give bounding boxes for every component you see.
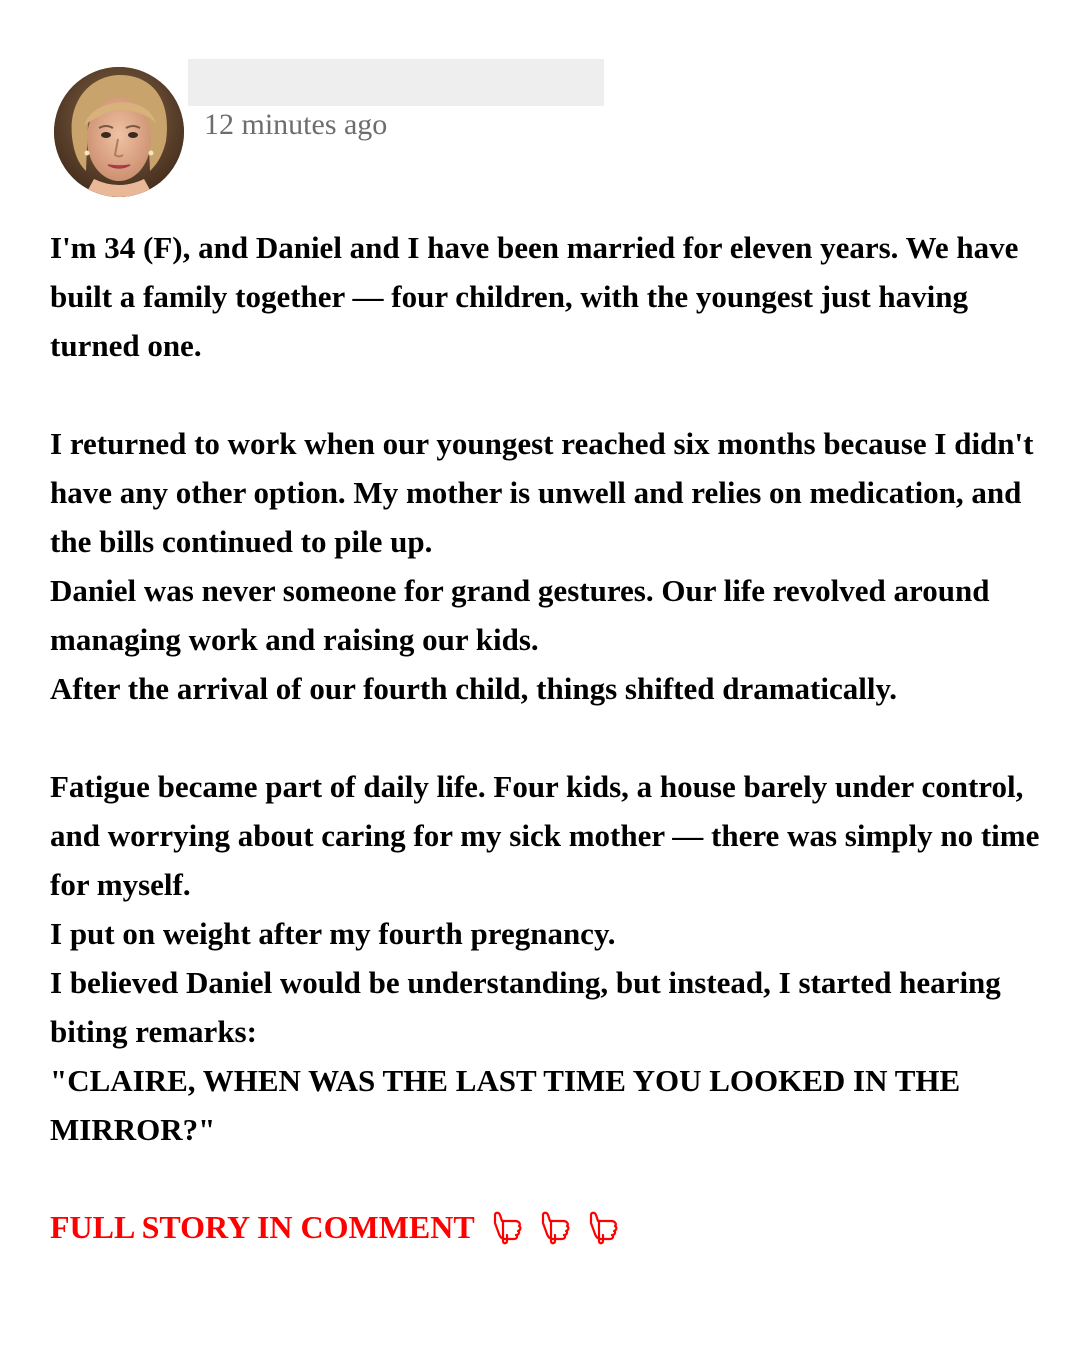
story-paragraph: Fatigue became part of daily life. Four kids, a house barely under control, and worrying about caring for my sick mother — there was simply no time for myself. [50,769,1040,902]
story-paragraph: I believed Daniel would be understanding, but instead, I started hearing biting remarks: [50,965,1001,1049]
story-paragraph: I returned to work when our youngest reached six months because I didn't have any other option. My mother is unwell and relies on medication, and the bills continued to pile up. [50,426,1034,559]
story-paragraph: I put on weight after my fourth pregnancy. [50,916,616,951]
cta-label: FULL STORY IN COMMENT [50,1208,475,1245]
post-timestamp: 12 minutes ago [204,108,388,141]
story-paragraph: After the arrival of our fourth child, things shifted dramatically. [50,671,898,706]
paragraph-gap [50,370,1040,419]
pointing-down-hand-icon [587,1209,621,1245]
avatar-photo [54,67,184,197]
paragraph-gap [50,713,1040,762]
story-paragraph: "CLAIRE, WHEN WAS THE LAST TIME YOU LOOKED IN THE MIRROR?" [50,1063,961,1147]
post-header [0,0,1080,200]
pointing-down-hand-icon [491,1209,525,1245]
full-story-cta[interactable] [50,1200,621,1254]
avatar[interactable] [54,67,184,197]
author-name-placeholder[interactable] [188,59,604,106]
story-text [50,223,1040,1154]
pointing-down-hand-icon [539,1209,573,1245]
story-paragraph: Daniel was never someone for grand gestures. Our life revolved around managing work and raising our kids. [50,573,990,657]
cta-icons [491,1209,621,1245]
story-paragraph: I'm 34 (F), and Daniel and I have been married for eleven years. We have built a family together — four children, with the youngest just having turned one. [50,230,1019,363]
